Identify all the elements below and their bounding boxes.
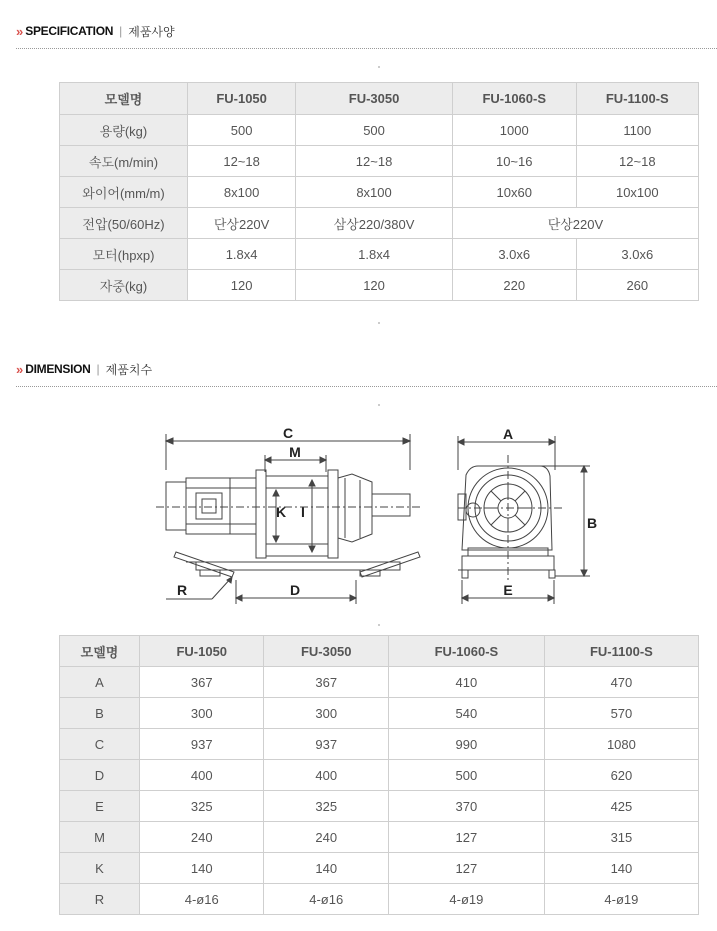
cell: 삼상220/380V	[296, 208, 453, 239]
label-c: C	[282, 425, 294, 441]
label-k: K	[275, 504, 287, 520]
label-b: B	[586, 515, 598, 531]
cell: 400	[264, 760, 388, 791]
dim-row-d	[60, 760, 699, 791]
cell: 500	[188, 115, 296, 146]
cell: 1000	[452, 115, 576, 146]
dim-header-row	[60, 636, 699, 667]
header-model: 모델명	[60, 83, 188, 115]
row-label: 모터(hpxp)	[60, 239, 188, 270]
cell: 4-ø16	[264, 884, 388, 915]
cell: 370	[388, 791, 544, 822]
row-label: A	[60, 667, 140, 698]
cell: 220	[452, 270, 576, 301]
label-e: E	[503, 582, 513, 598]
cell: 1.8x4	[296, 239, 453, 270]
header-fu-1060-s: FU-1060-S	[388, 636, 544, 667]
header-fu-1100-s: FU-1100-S	[544, 636, 698, 667]
row-label: D	[60, 760, 140, 791]
front-view	[458, 436, 590, 604]
cell: 1080	[544, 729, 698, 760]
header-fu-1060-s: FU-1060-S	[452, 83, 576, 115]
cell: 12~18	[576, 146, 698, 177]
cell: 10~16	[452, 146, 576, 177]
dim-row-k	[60, 853, 699, 884]
header-fu-3050: FU-3050	[296, 83, 453, 115]
cell: 570	[544, 698, 698, 729]
label-i: I	[301, 504, 305, 520]
cell: 8x100	[296, 177, 453, 208]
cell-merged: 단상220V	[452, 208, 698, 239]
dim-row-r	[60, 884, 699, 915]
cell: 10x100	[576, 177, 698, 208]
cell: 540	[388, 698, 544, 729]
cell: 325	[264, 791, 388, 822]
cell: 470	[544, 667, 698, 698]
dim-row-c	[60, 729, 699, 760]
cell: 4-ø19	[388, 884, 544, 915]
chevron-right-icon: »	[16, 361, 22, 377]
cell: 12~18	[296, 146, 453, 177]
cell: 12~18	[188, 146, 296, 177]
header-model: 모델명	[60, 636, 140, 667]
cell: 260	[576, 270, 698, 301]
cell: 400	[140, 760, 264, 791]
cell: 1100	[576, 115, 698, 146]
dim-section-title: DIMENSION	[25, 362, 91, 376]
header-fu-1050: FU-1050	[188, 83, 296, 115]
row-label: 속도(m/min)	[60, 146, 188, 177]
row-label: E	[60, 791, 140, 822]
cell: 500	[388, 760, 544, 791]
cell: 315	[544, 822, 698, 853]
row-label: M	[60, 822, 140, 853]
spec-section-title: SPECIFICATION	[25, 24, 114, 38]
cell: 4-ø19	[544, 884, 698, 915]
cell: 240	[140, 822, 264, 853]
header-fu-1100-s: FU-1100-S	[576, 83, 698, 115]
divider: |	[119, 24, 123, 38]
row-label: 용량(kg)	[60, 115, 188, 146]
spec-section-subtitle: 제품사양	[128, 24, 175, 39]
dim-row-e	[60, 791, 699, 822]
dim-row-m	[60, 822, 699, 853]
cell: 300	[140, 698, 264, 729]
label-r: R	[176, 582, 188, 598]
cell: 120	[296, 270, 453, 301]
cell: 8x100	[188, 177, 296, 208]
dim-row-b	[60, 698, 699, 729]
cell: 240	[264, 822, 388, 853]
chevron-right-icon: »	[16, 23, 22, 39]
cell: 367	[264, 667, 388, 698]
cell: 127	[388, 822, 544, 853]
row-label: 전압(50/60Hz)	[60, 208, 188, 239]
cell: 140	[264, 853, 388, 884]
row-label: B	[60, 698, 140, 729]
dimension-table	[59, 635, 699, 915]
label-d: D	[289, 582, 301, 598]
cell: 410	[388, 667, 544, 698]
cell: 990	[388, 729, 544, 760]
cell: 620	[544, 760, 698, 791]
header-fu-3050: FU-3050	[264, 636, 388, 667]
cell: 120	[188, 270, 296, 301]
cell: 10x60	[452, 177, 576, 208]
label-m: M	[289, 444, 301, 460]
row-label: 자중(kg)	[60, 270, 188, 301]
cell: 3.0x6	[576, 239, 698, 270]
decor-dot	[378, 624, 380, 626]
cell: 140	[140, 853, 264, 884]
cell: 425	[544, 791, 698, 822]
cell: 937	[264, 729, 388, 760]
dim-row-a	[60, 667, 699, 698]
cell: 1.8x4	[188, 239, 296, 270]
row-label: K	[60, 853, 140, 884]
cell: 500	[296, 115, 453, 146]
label-a: A	[502, 426, 514, 442]
side-view	[156, 434, 420, 604]
cell: 937	[140, 729, 264, 760]
cell: 4-ø16	[140, 884, 264, 915]
dim-section-subtitle: 제품치수	[105, 362, 153, 377]
cell: 325	[140, 791, 264, 822]
cell: 3.0x6	[452, 239, 576, 270]
cell: 단상220V	[188, 208, 296, 239]
cell: 127	[388, 853, 544, 884]
cell: 300	[264, 698, 388, 729]
cell: 140	[544, 853, 698, 884]
row-label: C	[60, 729, 140, 760]
divider: |	[96, 362, 100, 376]
row-label: 와이어(mm/m)	[60, 177, 188, 208]
row-label: R	[60, 884, 140, 915]
header-fu-1050: FU-1050	[140, 636, 264, 667]
cell: 367	[140, 667, 264, 698]
